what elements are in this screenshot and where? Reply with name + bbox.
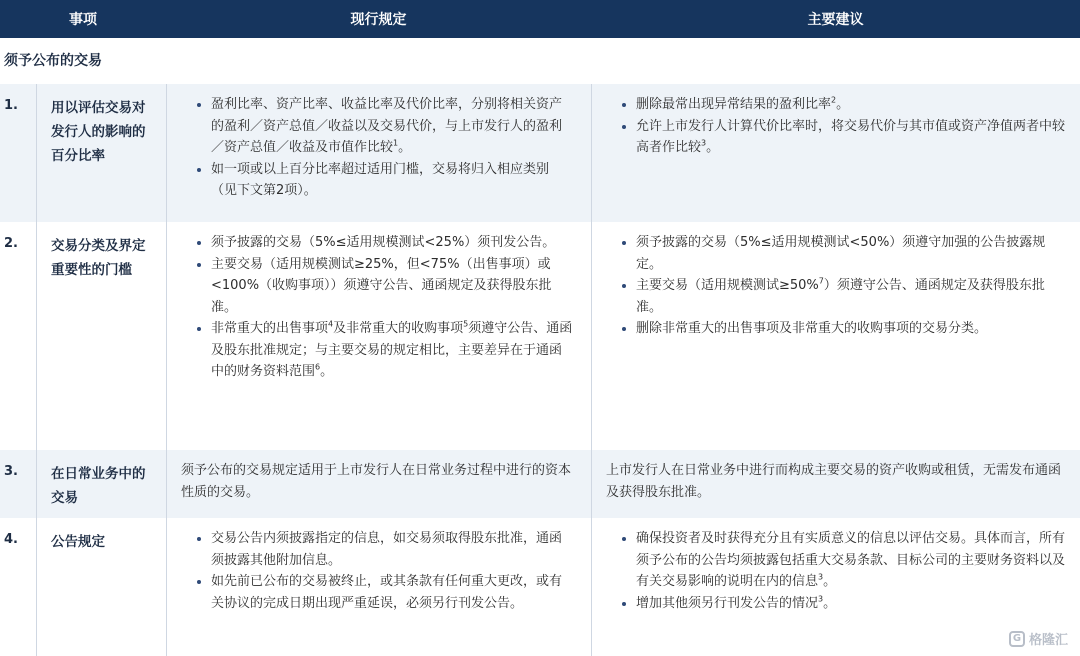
list-item: • 增加其他须另行刊发公告的情况$^3$。 xyxy=(636,593,1066,615)
header-suggestions: 主要建议 xyxy=(807,12,864,28)
row-number: 1. xyxy=(4,98,18,113)
table-row xyxy=(0,450,1080,518)
list-item: • 盈利比率、资产比率、收益比率及代价比率，分别将相关资产的盈利／资产总值／收益以及交易代价，与上市发行人的盈利／资产总值／收益及市值作比较$^1$。 xyxy=(211,94,573,159)
row-topic: 在日常业务中的交易 xyxy=(36,450,166,518)
row-number: 3. xyxy=(4,464,18,479)
watermark-text: 格隆汇 xyxy=(1028,633,1068,648)
suggestion-cell xyxy=(591,222,1080,450)
list-item: • 如先前已公布的交易被终止，或其条款有任何重大更改，或有关协议的完成日期出现严重延误，必须另行刊发公告。 xyxy=(211,571,573,614)
row-number: 4. xyxy=(4,532,18,547)
row-topic: 公告规定 xyxy=(36,518,166,656)
g-logo-icon: G xyxy=(1009,631,1025,647)
section-title: 须予公布的交易 xyxy=(0,38,1080,84)
current-rules-cell xyxy=(166,84,591,222)
suggestion-cell xyxy=(591,450,1080,518)
table-row xyxy=(0,84,1080,222)
row-topic: 用以评估交易对发行人的影响的百分比率 xyxy=(36,84,166,222)
watermark xyxy=(1009,629,1068,648)
suggestion-cell xyxy=(591,518,1080,656)
list-item: • 删除最常出现异常结果的盈利比率$^2$。 xyxy=(636,94,1066,116)
list-item: • 须予披露的交易（5%≤适用规模测试<50%）须遵守加强的公告披露规定。 xyxy=(636,232,1066,275)
list-item: • 删除非常重大的出售事项及非常重大的收购事项的交易分类。 xyxy=(636,318,1066,340)
table-row xyxy=(0,222,1080,450)
current-rules-cell xyxy=(166,222,591,450)
cell-text: 上市发行人在日常业务中进行而构成主要交易的资产收购或租赁，无需发布通函及获得股东批准。 xyxy=(606,463,1062,500)
current-rules-cell xyxy=(166,450,591,518)
table-row xyxy=(0,518,1080,656)
list-item: • 主要交易（适用规模测试≥25%，但<75%（出售事项）或<100%（收购事项））须遵守公告、通函规定及获得股东批准。 xyxy=(211,254,573,319)
list-item: • 非常重大的出售事项$^4$及非常重大的收购事项$^5$须遵守公告、通函及股东批准规定；与主要交易的规定相比，主要差异在于通函中的财务资料范围$^6$。 xyxy=(211,318,573,383)
list-item: • 须予披露的交易（5%≤适用规模测试<25%）须刊发公告。 xyxy=(211,232,573,254)
list-item: • 如一项或以上百分比率超过适用门槛，交易将归入相应类别（见下文第2项）。 xyxy=(211,159,573,202)
cell-text: 须予公布的交易规定适用于上市发行人在日常业务过程中进行的资本性质的交易。 xyxy=(181,463,572,500)
list-item: • 确保投资者及时获得充分且有实质意义的信息以评估交易。具体而言，所有须予公布的公告均须披露包括重大交易条款、目标公司的主要财务资料以及有关交易影响的说明在内的信息$^3$。 xyxy=(636,528,1066,593)
current-rules-cell xyxy=(166,518,591,656)
suggestion-cell xyxy=(591,84,1080,222)
list-item: • 允许上市发行人计算代价比率时，将交易代价与其市值或资产净值两者中较高者作比较$^3$。 xyxy=(636,116,1066,159)
list-item: • 交易公告内须披露指定的信息，如交易须取得股东批准，通函须披露其他附加信息。 xyxy=(211,528,573,571)
list-item: • 主要交易（适用规模测试≥50%$^7$）须遵守公告、通函规定及获得股东批准。 xyxy=(636,275,1066,318)
header-topic: 事项 xyxy=(69,12,97,28)
header-current-rules: 现行规定 xyxy=(350,12,407,28)
row-topic: 交易分类及界定重要性的门槛 xyxy=(36,222,166,450)
table-header xyxy=(0,0,1080,38)
row-number: 2. xyxy=(4,236,18,251)
